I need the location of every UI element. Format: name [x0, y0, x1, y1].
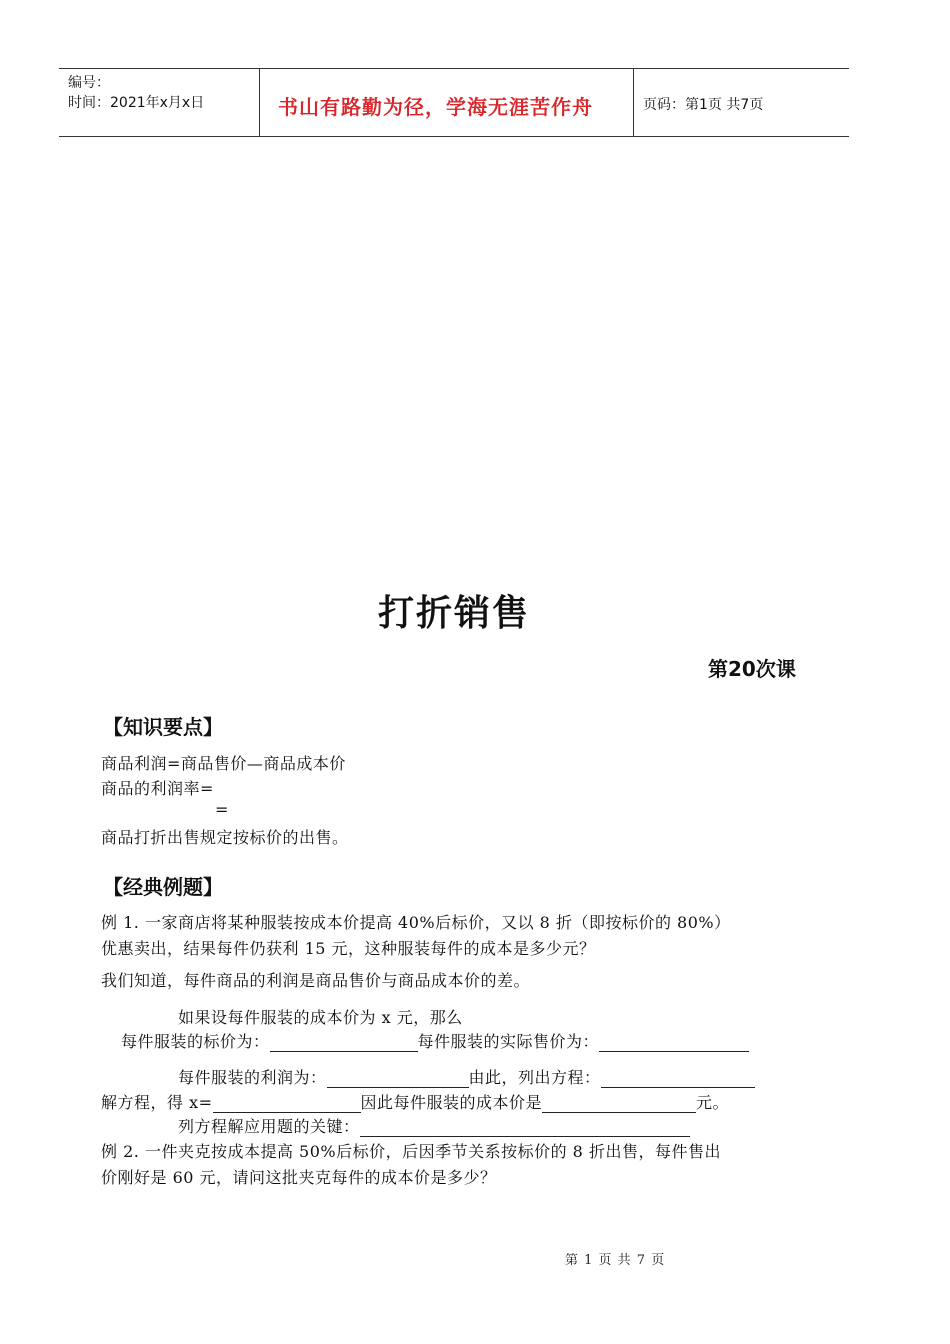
examples-heading: 【经典例题】 — [103, 875, 223, 899]
page-footer: 第 1 页 共 7 页 — [565, 1253, 666, 1268]
knowledge-line-discount: 商品打折出售规定按标价的出售。 — [101, 828, 349, 847]
yuan-label: 元。 — [696, 1093, 730, 1112]
key-blank[interactable] — [360, 1118, 690, 1137]
key-label: 列方程解应用题的关键： — [178, 1117, 360, 1136]
profit-blank[interactable] — [327, 1069, 469, 1088]
solve-blank[interactable] — [213, 1094, 361, 1113]
solve-row — [101, 1090, 729, 1113]
actual-price-label: 每件服装的实际售价为： — [417, 1032, 600, 1051]
mark-price-blank[interactable] — [270, 1033, 418, 1052]
example2-line1: 例 2. 一件夹克按成本提高 50%后标价，后因季节关系按标价的 8 折出售，每件售出 — [101, 1142, 721, 1161]
knowledge-heading: 【知识要点】 — [103, 715, 223, 739]
header-bottom-border — [59, 136, 849, 137]
knowledge-line-profit-rate: 商品的利润率= — [101, 779, 214, 798]
profit-label: 每件服装的利润为： — [178, 1068, 327, 1087]
profit-row — [178, 1065, 755, 1088]
header-page-number: 页码：第1页 共7页 — [643, 97, 764, 113]
header-divider-left — [259, 69, 260, 136]
page-title: 打折销售 — [378, 593, 531, 634]
example1-line1: 例 1. 一家商店将某种服装按成本价提高 40%后标价，又以 8 折（即按标价的 80%） — [101, 913, 731, 932]
knowledge-line-profit: 商品利润=商品售价—商品成本价 — [101, 754, 346, 773]
actual-price-blank[interactable] — [599, 1033, 749, 1052]
header-number: 编号： — [68, 75, 110, 91]
header-top-border — [59, 68, 849, 69]
example2-line2: 价刚好是 60 元，请问这批夹克每件的成本价是多少？ — [101, 1168, 497, 1187]
knowledge-line-equals: = — [215, 800, 229, 819]
header-time: 时间：2021年x月x日 — [68, 95, 205, 111]
equation-blank[interactable] — [601, 1069, 755, 1088]
equation-label: 由此，列出方程： — [468, 1068, 601, 1087]
solve-label: 解方程，得 x= — [101, 1093, 213, 1112]
mark-price-label: 每件服装的标价为： — [121, 1032, 270, 1051]
header-divider-right — [633, 69, 634, 136]
example1-line2: 优惠卖出，结果每件仍获利 15 元，这种服装每件的成本是多少元？ — [101, 939, 596, 958]
cost-label: 因此每件服装的成本价是 — [360, 1093, 543, 1112]
mark-price-row — [121, 1029, 749, 1052]
key-row — [178, 1114, 690, 1137]
cost-blank[interactable] — [542, 1094, 696, 1113]
lesson-number: 第20次课 — [708, 657, 796, 681]
example1-assume-line: 如果设每件服装的成本价为 x 元，那么 — [178, 1008, 463, 1027]
header-motto: 书山有路勤为径，学海无涯苦作舟 — [278, 95, 593, 119]
example1-know-line: 我们知道，每件商品的利润是商品售价与商品成本价的差。 — [101, 971, 531, 990]
